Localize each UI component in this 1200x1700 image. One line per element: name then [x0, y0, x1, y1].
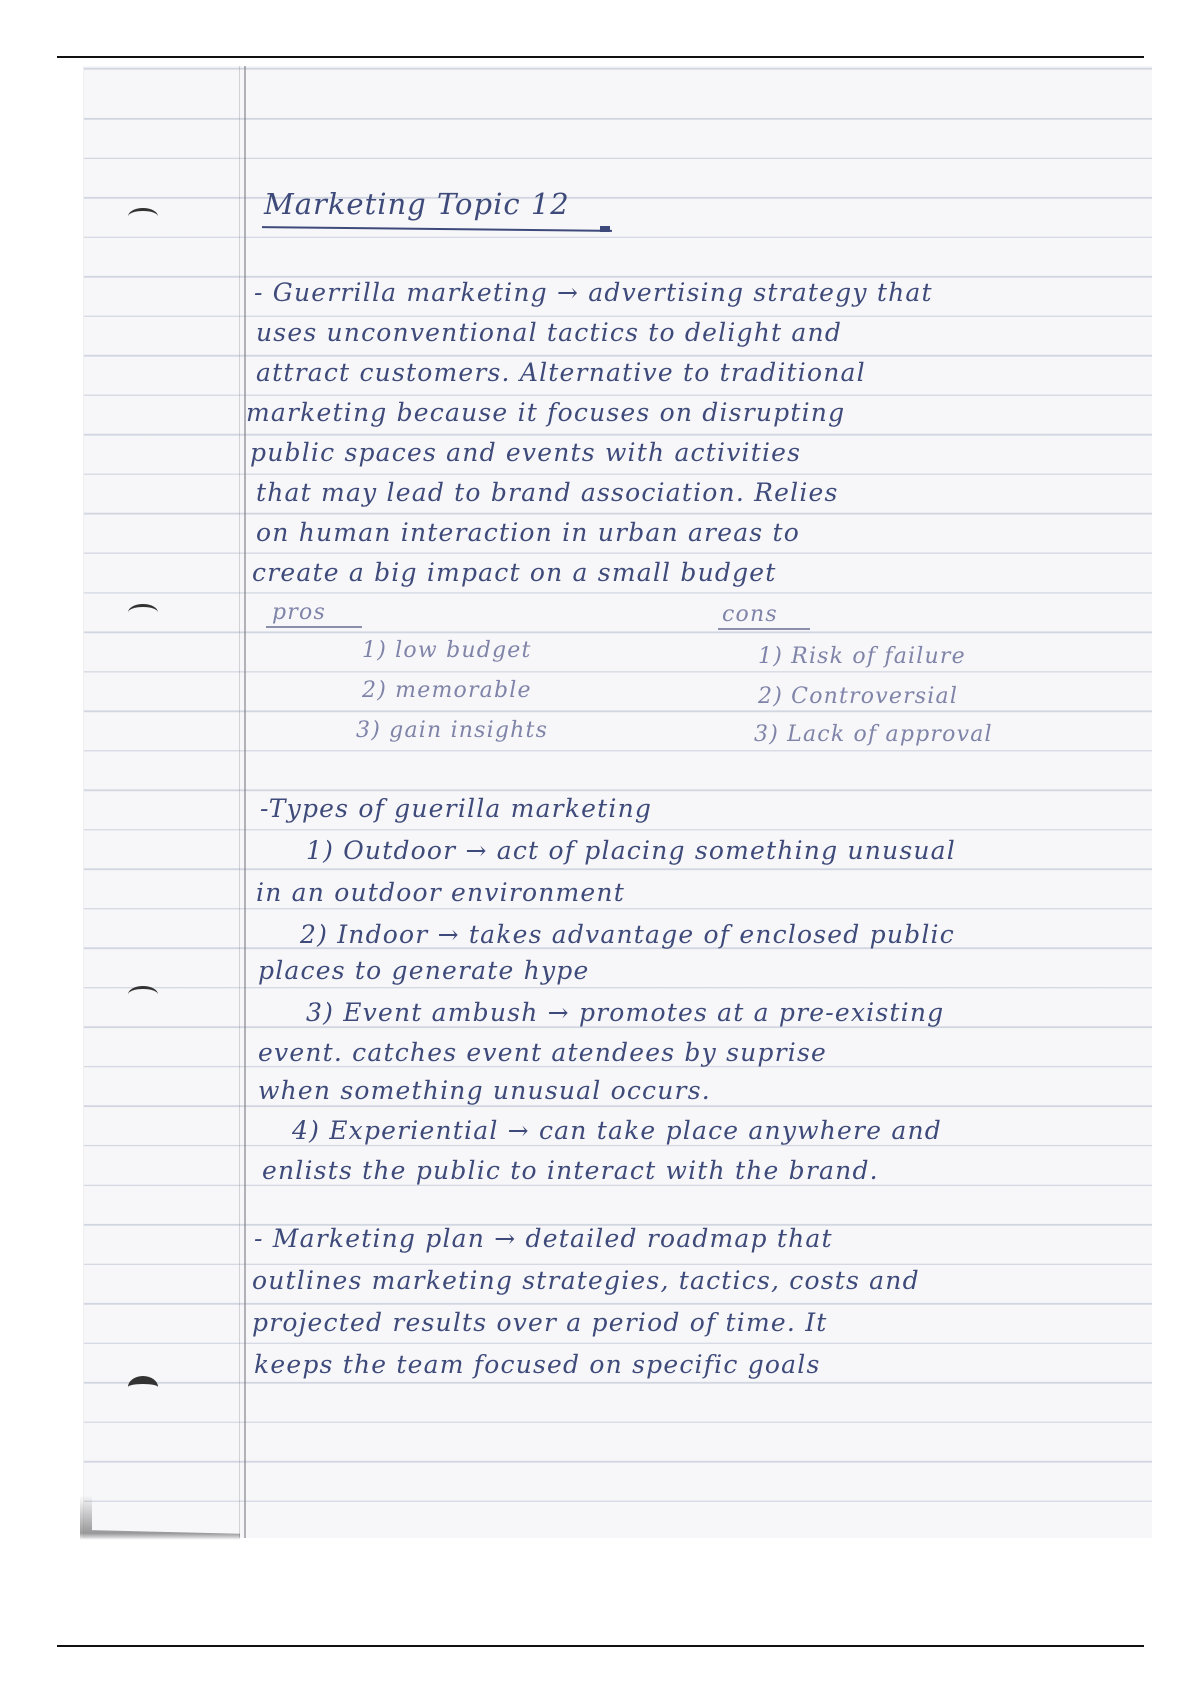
- pros-item: 3) gain insights: [356, 718, 549, 743]
- plan-line: projected results over a period of time. It: [252, 1308, 828, 1337]
- cons-item: 2) Controversial: [758, 684, 959, 709]
- definition-line: create a big impact on a small budget: [252, 558, 777, 587]
- types-line: 3) Event ambush → promotes at a pre-existing: [306, 998, 945, 1027]
- definition-line: marketing because it focuses on disrupting: [246, 398, 846, 427]
- types-line: in an outdoor environment: [256, 878, 625, 907]
- punch-hole-4: [128, 1376, 158, 1398]
- definition-line: public spaces and events with activities: [250, 438, 802, 467]
- types-line: 1) Outdoor → act of placing something unusual: [306, 836, 956, 865]
- types-heading: -Types of guerilla marketing: [260, 794, 653, 823]
- pros-item: 2) memorable: [362, 678, 532, 703]
- definition-line: uses unconventional tactics to delight and: [256, 318, 843, 347]
- pros-item: 1) low budget: [362, 638, 532, 663]
- page-bottom-rule: [57, 1645, 1144, 1647]
- types-line: 2) Indoor → takes advantage of enclosed public: [300, 920, 955, 949]
- plan-line: - Marketing plan → detailed roadmap that: [254, 1224, 833, 1253]
- title-underline-dot: [600, 226, 610, 232]
- types-line: when something unusual occurs.: [258, 1076, 711, 1105]
- types-line: places to generate hype: [258, 956, 590, 985]
- pros-heading-underline: [266, 626, 362, 628]
- page-title: Marketing Topic 12: [264, 187, 570, 221]
- types-line: event. catches event atendees by suprise: [258, 1038, 827, 1067]
- cons-item: 3) Lack of approval: [754, 722, 993, 747]
- plan-line: keeps the team focused on specific goals: [254, 1350, 821, 1379]
- cons-heading-underline: [718, 628, 810, 630]
- margin-line-inner: [239, 66, 240, 1538]
- cons-item: 1) Risk of failure: [758, 644, 966, 669]
- definition-line: attract customers. Alternative to traditional: [256, 358, 866, 387]
- cons-heading: cons: [722, 602, 778, 627]
- definition-line: - Guerrilla marketing → advertising strategy that: [254, 278, 933, 307]
- page-top-rule: [57, 56, 1144, 58]
- definition-line: that may lead to brand association. Relies: [256, 478, 839, 507]
- punch-hole-1: [128, 208, 158, 225]
- plan-line: outlines marketing strategies, tactics, costs and: [252, 1266, 920, 1295]
- types-line: 4) Experiential → can take place anywhere and: [292, 1116, 942, 1145]
- punch-hole-2: [128, 604, 158, 621]
- margin-line: [244, 66, 246, 1538]
- punch-hole-3: [128, 986, 158, 1003]
- types-line: enlists the public to interact with the brand.: [262, 1156, 879, 1185]
- pros-heading: pros: [272, 600, 326, 625]
- definition-line: on human interaction in urban areas to: [256, 518, 800, 547]
